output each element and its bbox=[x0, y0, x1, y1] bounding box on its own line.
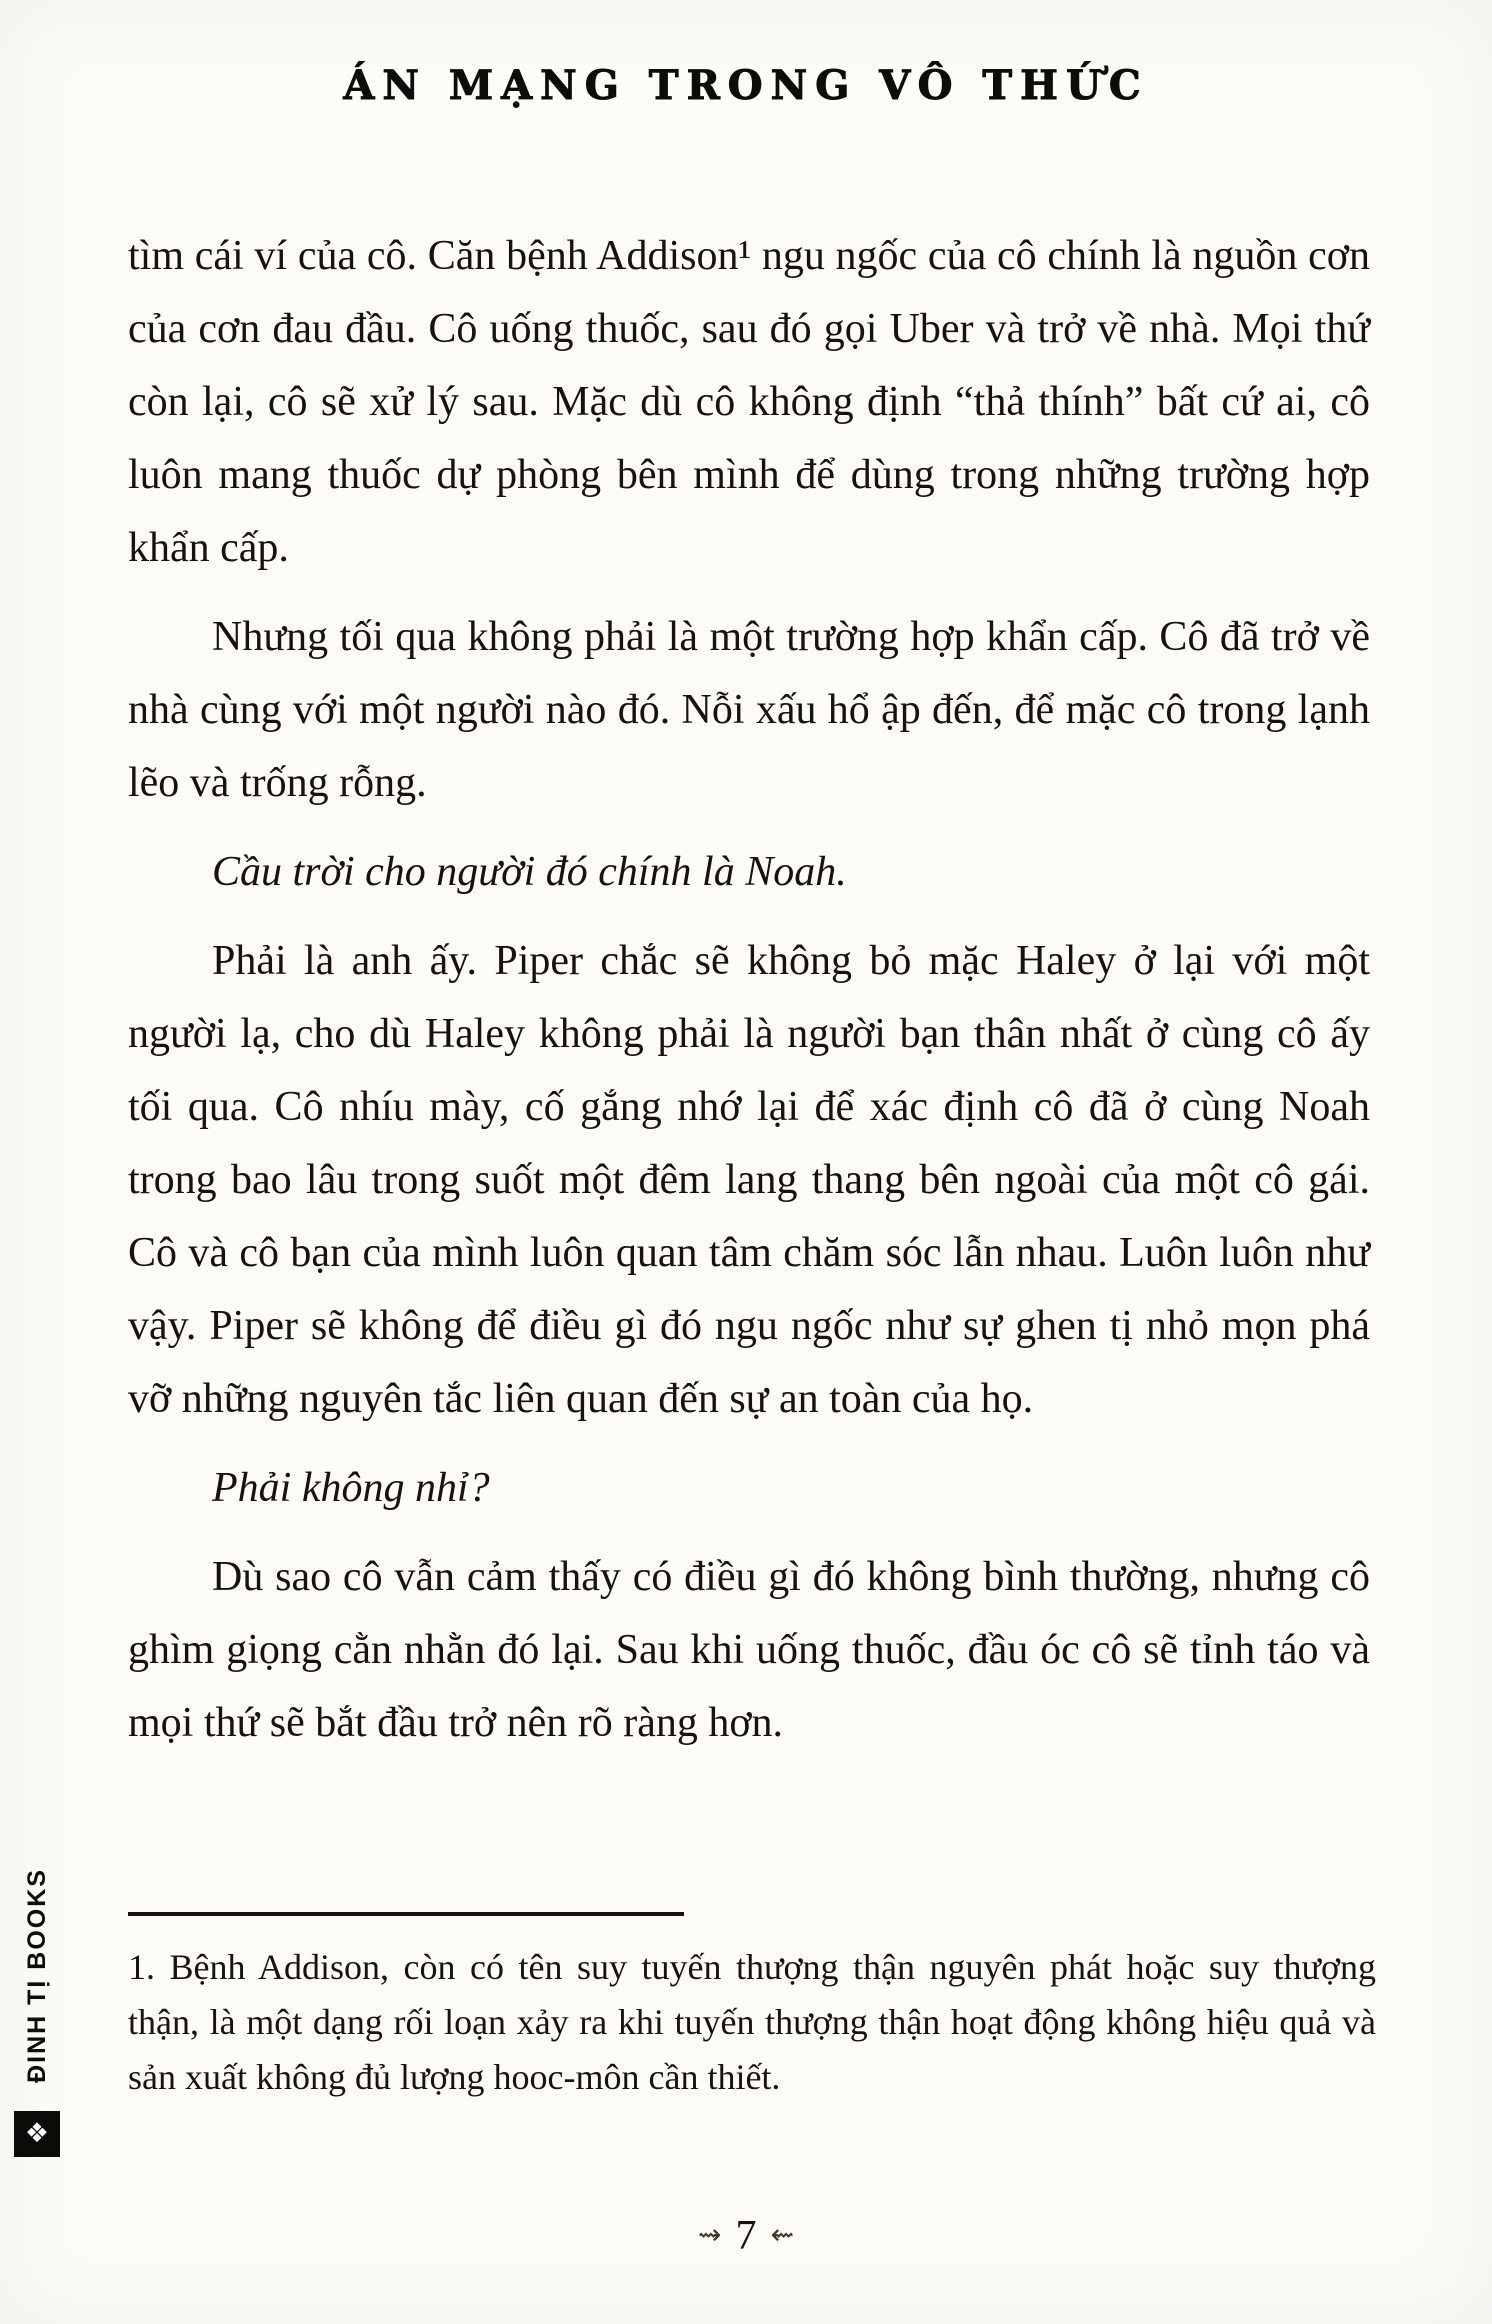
publisher-name: ĐINH TỊ BOOKS bbox=[22, 1868, 51, 2083]
paragraph: Dù sao cô vẫn cảm thấy có điều gì đó không bình thường, nhưng cô ghìm giọng cằn nhằn đó lại. Sau khi uống thuốc, đầu óc cô sẽ tỉnh táo và mọi thứ sẽ bắt đầu trở nên rõ ràng hơn. bbox=[128, 1554, 1370, 1746]
running-header-title: ÁN MẠNG TRONG VÔ THỨC bbox=[343, 62, 1149, 109]
paragraph: Phải không nhỉ? bbox=[212, 1465, 490, 1511]
page-number-left-ornament-icon: ⇝ bbox=[698, 2218, 722, 2251]
paragraph: Cầu trời cho người đó chính là Noah. bbox=[212, 849, 847, 895]
body-text bbox=[128, 220, 1370, 1760]
footnote-rule bbox=[128, 1912, 684, 1916]
paragraph: Nhưng tối qua không phải là một trường hợp khẩn cấp. Cô đã trở về nhà cùng với một người nào đó. Nỗi xấu hổ ập đến, để mặc cô trong lạnh lẽo và trống rỗng. bbox=[128, 614, 1370, 806]
publisher-logo-icon bbox=[14, 2111, 60, 2157]
footnote-text: 1. Bệnh Addison, còn có tên suy tuyến thượng thận nguyên phát hoặc suy thượng thận, là một dạng rối loạn xảy ra khi tuyến thượng thận hoạt động không hiệu quả và sản xuất không đủ lượng hooc-môn cần thiết. bbox=[128, 1947, 1376, 2097]
paragraph: tìm cái ví của cô. Căn bệnh Addison¹ ngu ngốc của cô chính là nguồn cơn của cơn đau đầu. Cô uống thuốc, sau đó gọi Uber và trở về nhà. Mọi thứ còn lại, cô sẽ xử lý sau. Mặc dù cô không định “thả thính” bất cứ ai, cô luôn mang thuốc dự phòng bên mình để dùng trong những trường hợp khẩn cấp. bbox=[128, 233, 1370, 571]
publisher-logo-glyph: ❖ bbox=[24, 2118, 50, 2150]
page-number-right-ornament-icon: ⇜ bbox=[770, 2218, 794, 2251]
publisher-sidebar bbox=[8, 1868, 66, 2157]
page-number: 7 bbox=[735, 2213, 757, 2259]
paragraph: Phải là anh ấy. Piper chắc sẽ không bỏ mặc Haley ở lại với một người lạ, cho dù Haley không phải là người bạn thân nhất ở cùng cô ấy tối qua. Cô nhíu mày, cố gắng nhớ lại để xác định cô đã ở cùng Noah trong bao lâu trong suốt một đêm lang thang bên ngoài của một cô gái. Cô và cô bạn của mình luôn quan tâm chăm sóc lẫn nhau. Luôn luôn như vậy. Piper sẽ không để điều gì đó ngu ngốc như sự ghen tị nhỏ mọn phá vỡ những nguyên tắc liên quan đến sự an toàn của họ. bbox=[128, 938, 1370, 1422]
page-footer bbox=[0, 2212, 1492, 2260]
footnote-section bbox=[128, 1912, 1376, 2105]
